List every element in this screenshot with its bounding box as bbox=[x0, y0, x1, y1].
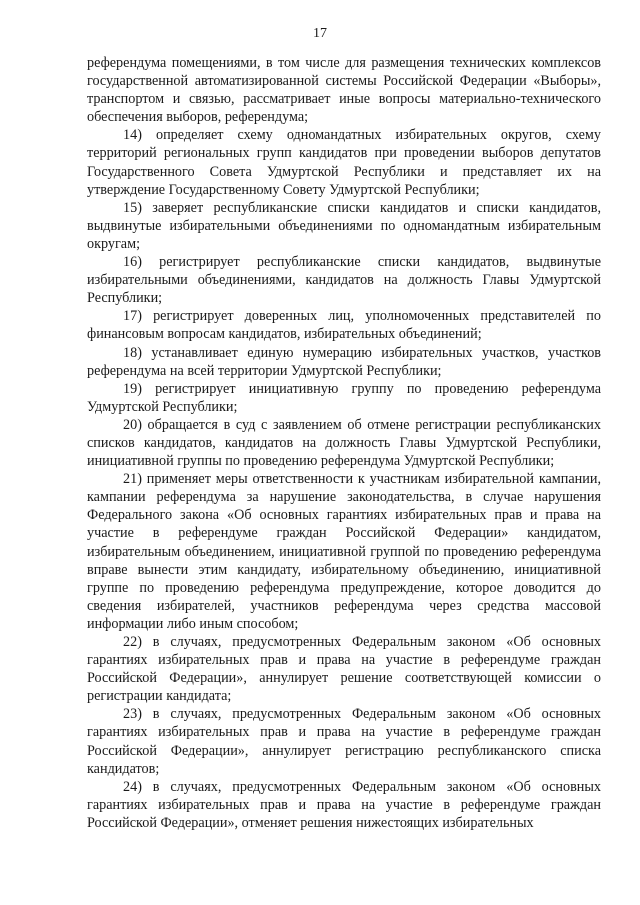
document-body bbox=[87, 54, 601, 832]
paragraph-14: 14) определяет схему одномандатных избирательных округов, схему территорий региональных групп кандидатов при проведении выборов депутатов Государственного Совета Удмуртской Республики и представляет их на утверждение Государственному Совету Удмуртской Республики; bbox=[87, 127, 601, 198]
paragraph-15: 15) заверяет республиканские списки кандидатов и списки кандидатов, выдвинутые избирательными объединениями по одномандатным избирательным округам; bbox=[87, 199, 601, 252]
paragraph-24: 24) в случаях, предусмотренных Федеральным законом «Об основных гарантиях избирательных прав и права на участие в референдуме граждан Российской Федерации», отменяет решения нижестоящих избирательных bbox=[87, 778, 601, 831]
page-number: 17 bbox=[313, 26, 327, 41]
paragraph-13-continued: референдума помещениями, в том числе для размещения технических комплексов государственной автоматизированной системы Российской Федерации «Выборы», транспортом и связью, рассматривает иные вопросы материально-технического обеспечения выборов, референдума; bbox=[87, 55, 601, 126]
paragraph-22: 22) в случаях, предусмотренных Федеральным законом «Об основных гарантиях избирательных прав и права на участие в референдуме граждан Российской Федерации», аннулирует решение соответствующей комиссии о регистрации кандидата; bbox=[87, 634, 601, 705]
paragraph-18: 18) устанавливает единую нумерацию избирательных участков, участков референдума на всей территории Удмуртской Республики; bbox=[87, 344, 601, 379]
paragraph-21: 21) применяет меры ответственности к участникам избирательной кампании, кампании референдума за нарушение законодательства, в случае нарушения Федерального закона «Об основных гарантиях избирательных прав и права на участие в референдуме граждан Российской Федерации» кандидатом, избирательным объединением, инициативной группой по проведению референдума вправе вынести этим кандидату, избирательному объединению, инициативной группе по проведению референдума предупреждение, которое доводится до сведения избирателей, участников референдума через средства массовой информации либо иным способом; bbox=[87, 471, 601, 632]
paragraph-20: 20) обращается в суд с заявлением об отмене регистрации республиканских списков кандидатов, кандидатов на должность Главы Удмуртской Республики, инициативной группы по проведению референдума Удмуртской Республики; bbox=[87, 416, 601, 470]
paragraph-19: 19) регистрирует инициативную группу по проведению референдума Удмуртской Республики; bbox=[87, 380, 601, 415]
paragraph-16: 16) регистрирует республиканские списки кандидатов, выдвинутые избирательными объединениями, кандидатов на должность Главы Удмуртской Республики; bbox=[87, 254, 601, 307]
paragraph-17: 17) регистрирует доверенных лиц, уполномоченных представителей по финансовым вопросам кандидатов, избирательных объединений; bbox=[87, 308, 601, 343]
paragraph-23: 23) в случаях, предусмотренных Федеральным законом «Об основных гарантиях избирательных прав и права на участие в референдуме граждан Российской Федерации», аннулирует регистрацию республиканского списка кандидатов; bbox=[87, 706, 601, 777]
